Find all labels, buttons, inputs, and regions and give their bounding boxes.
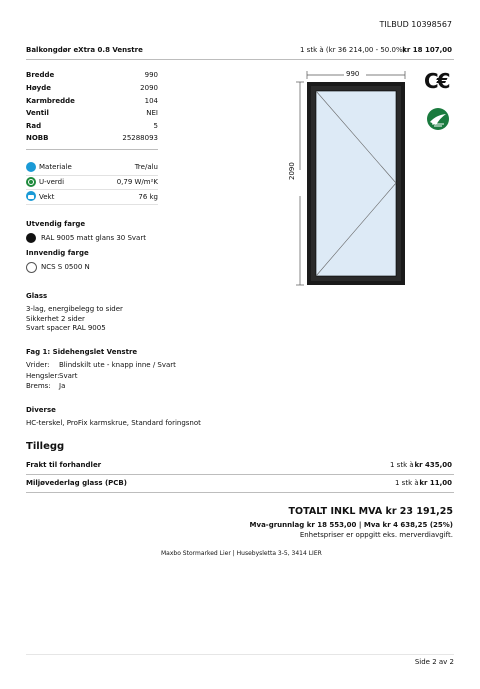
- inside-colour-swatch: [26, 262, 37, 273]
- divider: [26, 175, 158, 176]
- inside-colour-value: NCS S 0500 N: [41, 263, 90, 271]
- fag-value: Ja: [59, 382, 66, 390]
- u-value-icon: [26, 177, 36, 187]
- vat-summary: Mva-grunnlag kr 18 553,00 | Mva kr 4 638,25 (25%): [249, 521, 453, 529]
- property-value: 0,79 W/m²K: [116, 178, 158, 186]
- glass-line: Sikkerhet 2 sider: [26, 315, 85, 323]
- store-address: Maxbo Stormarked Lier | Husebysletta 3-5, 3414 LIER: [161, 550, 322, 557]
- outside-colour-value: RAL 9005 matt glans 30 Svart: [41, 234, 146, 242]
- outside-colour-heading: Utvendig farge: [26, 220, 86, 228]
- height-dimension-label: 2090: [288, 162, 296, 180]
- nordic-swan-ecolabel-icon: [426, 107, 450, 131]
- glass-heading: Glass: [26, 292, 48, 300]
- outside-colour-swatch: [26, 233, 36, 243]
- property-value: Tre/alu: [134, 163, 158, 171]
- ce-mark-icon: C€: [424, 69, 449, 93]
- property-label: Materiale: [39, 163, 72, 171]
- divider: [26, 149, 158, 150]
- property-label: Vekt: [39, 193, 55, 201]
- fag-value: Svart: [59, 372, 78, 380]
- glass-line: 3-lag, energibelegg to sider: [26, 305, 123, 313]
- divider: [26, 654, 454, 655]
- product-title: Balkongdør eXtra 0.8 Venstre: [26, 46, 143, 54]
- weight-icon: [26, 191, 36, 201]
- fag-label: Vrider:: [26, 361, 50, 369]
- grand-total: TOTALT INKL MVA kr 23 191,25: [288, 506, 453, 517]
- tillegg-item-price: kr 11,00: [419, 479, 452, 487]
- price-note: Enhetspriser er oppgitt eks. merverdiavgift.: [299, 531, 453, 539]
- fag-label: Hengsler:: [26, 372, 60, 380]
- divider: [26, 204, 158, 205]
- glass-line: Svart spacer RAL 9005: [26, 324, 106, 332]
- product-total: kr 18 107,00: [402, 46, 452, 54]
- tillegg-item-label: Miljøvederlag glass (PCB): [26, 479, 127, 487]
- inside-colour-heading: Innvendig farge: [26, 249, 89, 257]
- diverse-text: HC-terskel, ProFix karmskrue, Standard foringsnot: [26, 419, 201, 427]
- diverse-heading: Diverse: [26, 406, 56, 414]
- tillegg-heading: Tillegg: [26, 441, 65, 452]
- width-dimension-label: 990: [346, 70, 360, 78]
- property-value: 76 kg: [138, 193, 158, 201]
- divider: [26, 492, 454, 493]
- property-label: U-verdi: [39, 178, 65, 186]
- page-number: Side 2 av 2: [414, 658, 454, 666]
- product-qty-price: 1 stk à (kr 36 214,00 - 50.0%): [300, 46, 406, 54]
- divider: [26, 189, 158, 190]
- tillegg-item-price: kr 435,00: [414, 461, 452, 469]
- divider: [26, 59, 454, 60]
- fag-value: Blindskilt ute - knapp inne / Svart: [59, 361, 176, 369]
- tillegg-item-qty: 1 stk à: [390, 461, 414, 469]
- offer-number: TILBUD 10398567: [379, 20, 452, 29]
- divider: [26, 474, 454, 475]
- tillegg-item-label: Frakt til forhandler: [26, 461, 102, 469]
- material-icon: [26, 162, 36, 172]
- door-drawing: [288, 66, 408, 288]
- tillegg-item-qty: 1 stk à: [395, 479, 419, 487]
- fag-heading: Fag 1: Sidehengslet Venstre: [26, 348, 138, 356]
- fag-label: Brems:: [26, 382, 51, 390]
